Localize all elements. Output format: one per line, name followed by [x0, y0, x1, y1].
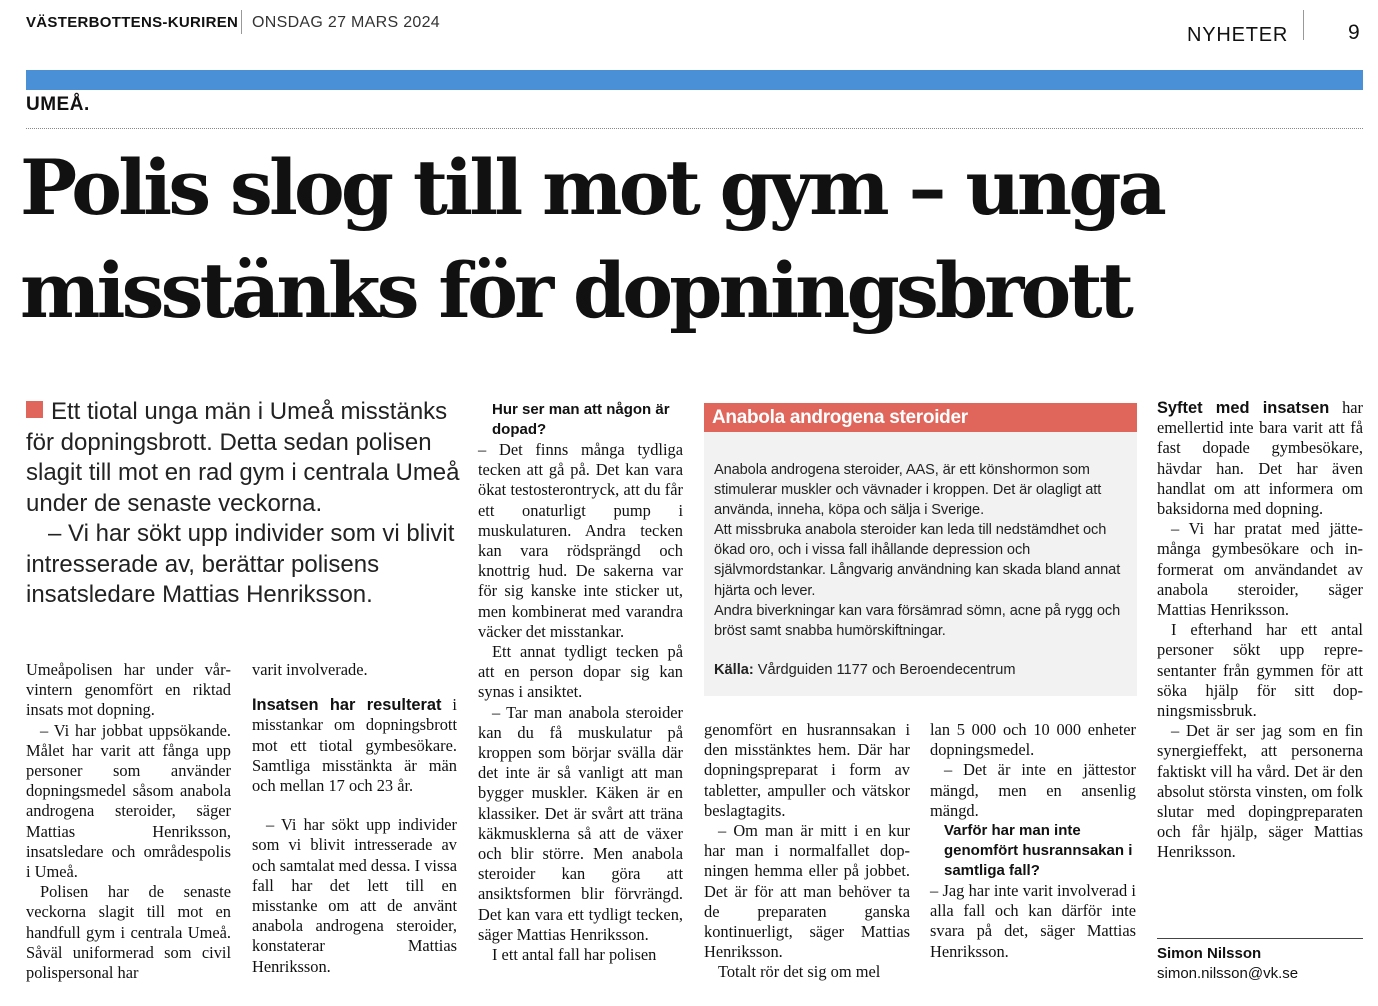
header-divider	[241, 10, 242, 34]
body-paragraph: Totalt rör det sig om mel	[718, 962, 881, 982]
body-paragraph: varit involverade.	[252, 660, 368, 679]
body-paragraph: Insatsen har resulterat i misstankar om dopningsbrott mot ett tiotal gymbesökare. Samtliga misstänkta är män och mellan 17 och 23 år.	[252, 695, 457, 796]
lead-in: Insatsen har resulterat	[252, 696, 442, 715]
body-paragraph: Ett annat tydligt tecken på att en person dopar sig kan synas i ansiktet.	[478, 642, 683, 702]
factbox-title: Anabola androgena steroider	[704, 403, 1137, 432]
headline	[20, 136, 1365, 342]
body-paragraph: Syftet med insatsen har emellertid inte bara varit att få fast dopade gymbesökare, hävdar han. Det har även handlat om att informera om baksidorna med dopning.	[1157, 398, 1363, 519]
body-paragraph: I efterhand har ett antal personer sökt upp representanter från gymmen för att söka hjälp för sitt dopningsmissbruk.	[1157, 620, 1363, 721]
body-paragraph: – Jag har inte varit involverad i alla fall och kan därför inte svara på det, säger Mattias Henriksson.	[930, 881, 1136, 961]
dotted-divider	[26, 128, 1363, 129]
page-header	[0, 0, 1378, 60]
body-paragraph: Polisen har de senaste veckorna slagit till mot en handfull gym i centrala Umeå. Såväl uniformerad som civil polispersonal har	[26, 882, 231, 983]
body-paragraph: – Vi har jobbat uppsökande. Målet har varit att fånga upp personer som använder dopningsmedel såsom anabola androgena steroider, säger Mattias Henriksson, insatsledare och områdespolis i Umeå.	[26, 720, 231, 882]
byline-email[interactable]: simon.nilsson@vk.se	[1157, 965, 1299, 982]
body-paragraph: – Det finns många tydliga tecken att gå på. Det kan vara ökat testosterontryck, att du får ett onaturligt pump i muskulaturen. Andra tecken kan vara rödsprängd och knottrig hud. De sakerna var för sig kanske inte sticker ut, men kombinerat med varandra väcker det misstankar.	[478, 440, 683, 641]
body-paragraph: I ett antal fall har polisen	[492, 945, 657, 965]
body-column-1	[26, 660, 231, 983]
body-paragraph: Umeåpolisen har under vårvintern genomfört en riktad insats mot dopning.	[26, 660, 231, 720]
body-column-6	[1157, 398, 1363, 863]
byline-divider	[1157, 938, 1363, 939]
factbox-paragraph: Anabola androgena steroider, AAS, är ett könshormon som stimulerar muskler och vävnader i kroppen. Det är olagligt att använda, inneha, köpa och sälja i Sverige.	[714, 462, 1102, 519]
article-ingress	[26, 397, 466, 611]
byline-name: Simon Nilsson	[1157, 945, 1262, 962]
factbox-paragraph: Andra biverkningar kan vara försämrad sömn, acne på rygg och bröst samt snabba humörskiftningar.	[714, 602, 1121, 639]
question-subhead: Varför har man inte genomfört husrannsakan i samtliga fall?	[944, 822, 1133, 880]
lead-in: Syftet med insatsen	[1157, 399, 1330, 417]
body-column-5	[930, 720, 1136, 962]
body-paragraph: – Det är ser jag som en fin synergieffekt, att personerna faktiskt vill ha vård. Det är den absolut största vinsten, om folk slutar med dopingpreparaten och får hjälp, säger Mattias Henriksson.	[1157, 721, 1363, 862]
factbox-body	[714, 460, 1129, 641]
section-divider	[1303, 10, 1304, 40]
kicker: UMEÅ.	[26, 94, 90, 115]
ingress-paragraph-1: Ett tiotal unga män i Umeå misstänks för dopningsbrott. Detta sedan polisen slagit till mot en rad gym i centrala Umeå under de senaste veckorna.	[26, 398, 460, 517]
newspaper-name: VÄSTERBOTTENS-KURIREN	[26, 14, 239, 31]
body-paragraph: – Tar man anabola steroider kan du få muskulatur på kroppen som börjar svälla där det inte är så vanligt att man bygger muskler. Käken är en klassiker. Det är svårt att träna käkmusklerna så att de växer och blir större. Men anabola steroider kan göra att ansiktsformen blir förvrängd. Det kan vara ett tydligt tecken, säger Mattias Henriksson.	[478, 702, 683, 944]
body-paragraph: – Vi har sökt upp individer som vi blivit intresserade av och samtalat med dessa. I vissa fall har det lett till en misstanke om att de använt anabola androgena steroider, konstaterar Mattias Henriksson.	[252, 815, 457, 976]
body-column-4	[704, 720, 910, 983]
factbox	[704, 403, 1137, 696]
body-paragraph: – Vi har pratat med jättemånga gymbesökare och informerat om användandet av anabola steroider, säger Mattias Henriksson.	[1157, 519, 1363, 620]
body-paragraph: – Det är inte en jättestor mängd, men en ansenlig mängd.	[930, 760, 1136, 820]
headline-line-2: misstänks för dopningsbrott	[20, 246, 1131, 335]
body-paragraph: lan 5 000 och 10 000 enheter dopningsmedel.	[930, 720, 1136, 760]
body-column-3	[478, 400, 683, 965]
section-color-bar	[26, 70, 1363, 90]
ingress-paragraph-2: – Vi har sökt upp individer som vi blivit intresserade av, berättar polisens insatsledare Mattias Henriksson.	[26, 520, 455, 608]
headline-line-1: Polis slog till mot gym – unga	[20, 143, 1164, 232]
body-paragraph: – Om man är mitt i en kur har man i normalfallet dopningen hemma eller på jobbet. Det är för att man behöver ta de preparaten ganska kontinuerligt, säger Mattias Henriksson.	[704, 821, 910, 962]
body-paragraph: genomfört en husrannsakan i den misstänktes hem. Där har dopningspreparat i form av tabletter, ampuller och vätskor beslagtagits.	[704, 720, 910, 820]
factbox-paragraph: Att missbruka anabola steroider kan leda till nedstämdhet och ökad oro, och i vissa fall ihållande depression och självmordstankar. Långvarig användning kan skada bland annat hjärta och lever.	[714, 522, 1121, 599]
factbox-source: Källa: Vårdguiden 1177 och Beroendecentrum	[714, 662, 1016, 678]
red-square-bullet-icon	[26, 401, 43, 418]
question-subhead: Hur ser man att någon är dopad?	[492, 401, 670, 438]
body-column-2	[252, 660, 457, 977]
section-label: NYHETER	[1187, 24, 1289, 46]
page-number: 9	[1348, 21, 1360, 44]
issue-date: ONSDAG 27 MARS 2024	[252, 14, 440, 31]
